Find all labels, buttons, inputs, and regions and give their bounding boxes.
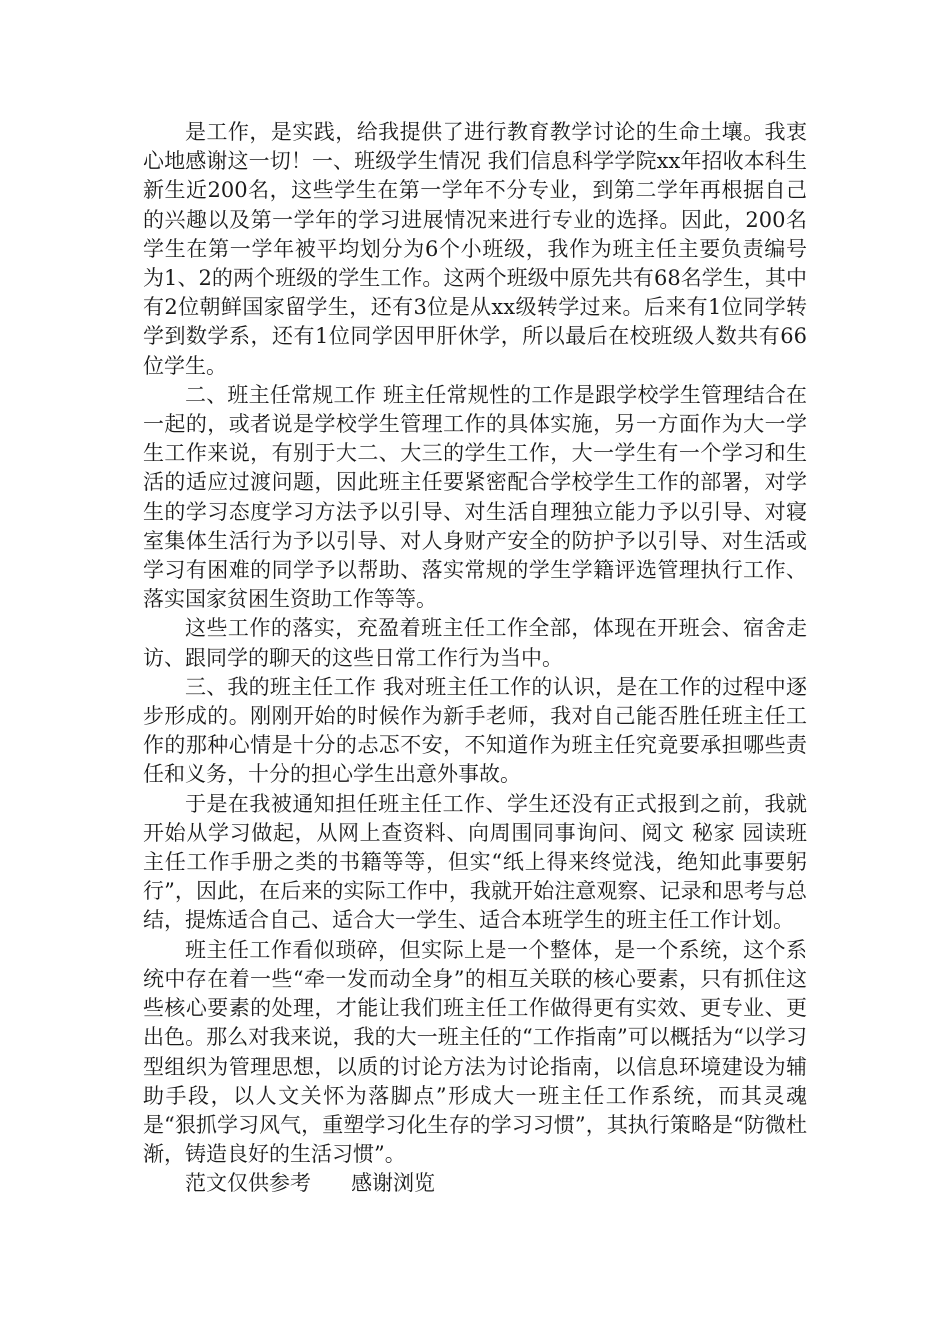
paragraph-5: 于是在我被通知担任班主任工作、学生还没有正式报到之前，我就开始从学习做起，从网上查资料、向周围同事询问、阅文 秘家 园读班主任工作手册之类的书籍等等，但实“纸上得来终觉浅，绝知此事要躬行”，因此，在后来的实际工作中，我就开始注意观察、记录和思考与总结，提炼适合自己、适合大一学生、适合本班学生的班主任工作计划。 <box>143 791 807 933</box>
paragraph-6: 班主任工作看似琐碎，但实际上是一个整体，是一个系统，这个系统中存在着一些“牵一发而动全身”的相互关联的核心要素，只有抓住这些核心要素的处理，才能让我们班主任工作做得更有实效、更专业、更出色。那么对我来说，我的大一班主任的“工作指南”可以概括为“以学习型组织为管理思想，以质的讨论方法为讨论指南，以信息环境建设为辅助手段，以人文关怀为落脚点”形成大一班主任工作系统，而其灵魂是“狠抓学习风气，重塑学习化生存的学习习惯”，其执行策略是“防微杜渐，铸造良好的生活习惯”。 <box>143 937 807 1167</box>
paragraph-4: 三、我的班主任工作 我对班主任工作的认识，是在工作的过程中逐步形成的。刚刚开始的时候作为新手老师，我对自己能否胜任班主任工作的那种心情是十分的忐忑不安，不知道作为班主任究竟要承担哪些责任和义务，十分的担心学生出意外事故。 <box>143 674 807 787</box>
paragraph-1: 是工作，是实践，给我提供了进行教育教学讨论的生命土壤。我衷心地感谢这一切！一、班级学生情况 我们信息科学学院xx年招收本科生新生近200名，这些学生在第一学年不分专业，到第二学年再根据自己的兴趣以及第一学年的学习进展情况来进行专业的选择。因此，200名学生在第一学年被平均划分为6个小班级，我作为班主任主要负责编号为1、2的两个班级的学生工作。这两个班级中原先共有68名学生，其中有2位朝鲜国家留学生，还有3位是从xx级转学过来。后来有1位同学转学到数学系，还有1位同学因甲肝休学，所以最后在校班级人数共有66位学生。 <box>143 120 807 378</box>
paragraph-2: 二、班主任常规工作 班主任常规性的工作是跟学校学生管理结合在一起的，或者说是学校学生管理工作的具体实施，另一方面作为大一学生工作来说，有别于大二、大三的学生工作，大一学生有一个学习和生活的适应过渡问题，因此班主任要紧密配合学校学生工作的部署，对学生的学习态度学习方法予以引导、对生活自理独立能力予以引导、对寝室集体生活行为予以引导、对人身财产安全的防护予以引导、对生活或学习有困难的同学予以帮助、落实常规的学生学籍评选管理执行工作、落实国家贫困生资助工作等等。 <box>143 382 807 612</box>
paragraph-3: 这些工作的落实，充盈着班主任工作全部，体现在开班会、宿舍走访、跟同学的聊天的这些日常工作行为当中。 <box>143 616 807 670</box>
document-page <box>143 118 807 1199</box>
footer-right-text: 感谢浏览 <box>351 1171 436 1196</box>
footer-left-text: 范文仅供参考 <box>185 1171 311 1196</box>
footer-line <box>143 1169 807 1198</box>
